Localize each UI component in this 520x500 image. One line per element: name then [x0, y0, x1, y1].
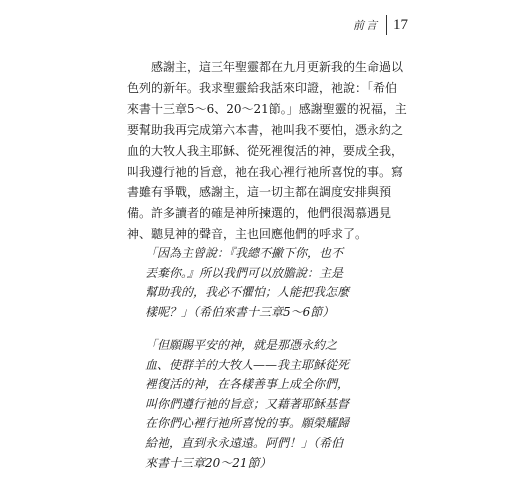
body-line: 血的大牧人我主耶穌、從死裡復活的神，要成全我，: [127, 143, 404, 158]
scripture-quote-hebrews-13-5-6: [145, 244, 395, 322]
quote-line: 血、使群羊的大牧人——我主耶穌從死: [145, 357, 350, 372]
running-header: [353, 14, 408, 36]
quote-line: 叫你們遵行祂的旨意；又藉著耶穌基督: [145, 396, 350, 411]
quote-line: 給祂，直到永永遠遠。阿們！」（希伯: [145, 435, 344, 450]
body-line: 要幫助我再完成第六本書，祂叫我不要怕，憑永約之: [127, 122, 404, 137]
page-number: 17: [393, 16, 408, 33]
quote-line: 來書十三章20～21節）: [145, 455, 272, 470]
body-line: 感謝主，這三年聖靈都在九月更新我的生命過以: [127, 60, 404, 74]
body-line: 叫我遵行祂的旨意，祂在我心裡行祂所喜悅的事。寫: [127, 164, 404, 179]
quote-line: 幫助我的，我必不懼怕；人能把我怎麼: [145, 285, 350, 300]
quote-line: 裡復活的神，在各樣善事上成全你們，: [145, 377, 350, 392]
body-line: 書雖有爭戰，感謝主，這一切主都在調度安排與預: [127, 185, 392, 200]
body-line: 來書十三章5～6、20～21節。」感謝聖靈的祝福，主: [127, 101, 407, 116]
body-line: 神、聽見神的聲音，主也回應他們的呼求了。: [127, 227, 368, 242]
body-line: 色列的新年。我求聖靈給我話來印證，祂說：「希伯: [127, 80, 398, 95]
body-paragraph: [127, 57, 407, 245]
scripture-quote-hebrews-13-20-21: [145, 336, 395, 473]
section-title: 前言: [353, 19, 379, 32]
quote-line: 「因為主曾說：『我總不撇下你，也不: [145, 246, 344, 260]
quote-line: 丟棄你。』所以我們可以放膽說：主是: [145, 265, 344, 280]
quote-line: 在你們心裡行祂所喜悅的事。願榮耀歸: [145, 416, 350, 431]
header-divider: [386, 15, 387, 35]
body-line: 備。許多讀者的確是神所揀選的，他們很渴慕遇見: [127, 206, 392, 221]
quote-line: 「但願賜平安的神，就是那憑永約之: [145, 338, 338, 352]
quote-line: 樣呢？」（希伯來書十三章5～6節）: [145, 304, 335, 319]
